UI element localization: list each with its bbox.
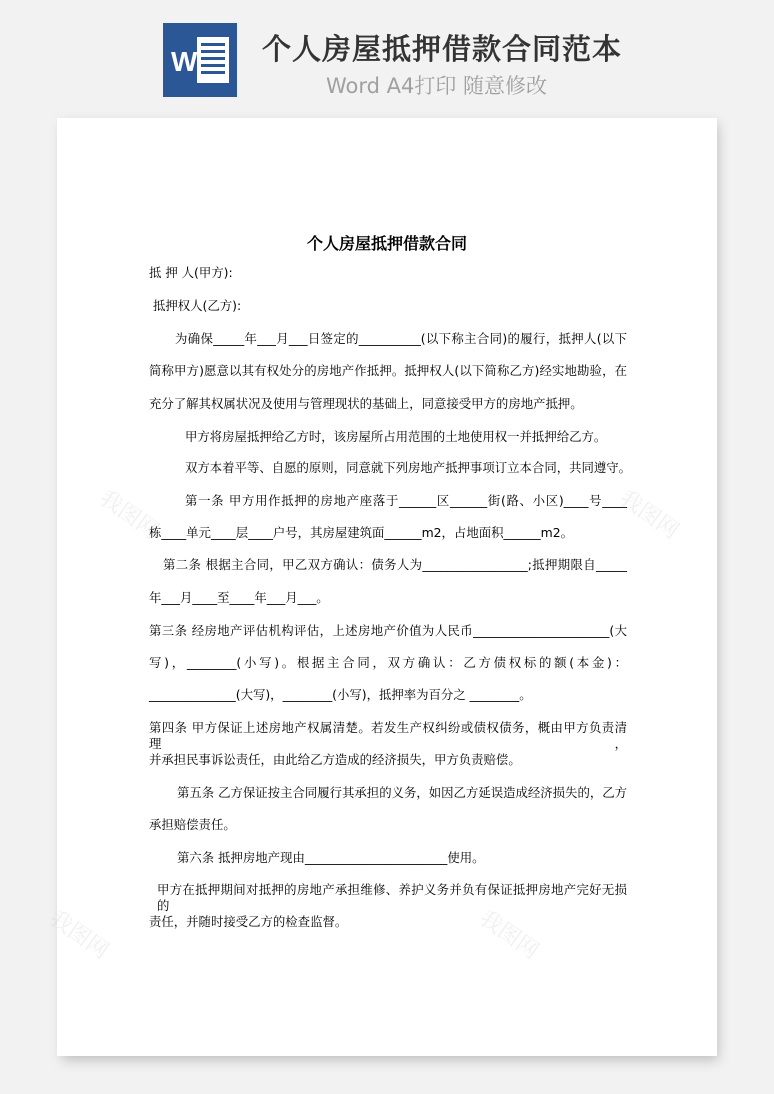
article-4-line: 第四条 甲方保证上述房地产权属清楚。若发生产权纠纷或债权债务，概由甲方负责清理， [149,720,627,751]
document-page [44,118,717,1056]
article-3-line: 写)，________(小写)。根据主合同，双方确认：乙方债权标的额(本金)： [149,655,627,670]
article-2-line: 年___月____至____年___月___。 [149,590,329,605]
banner-subtitle: Word A4打印 随意修改 [326,74,548,98]
article-3-line: 第三条 经房地产评估机构评估，上述房地产价值为人民币______________________(大 [149,623,627,638]
article-1-line: 栋____单元____层____户号，其房屋建筑面______m2，占地面积______m2。 [149,525,574,540]
article-4-line: 并承担民事诉讼责任，由此给乙方造成的经济损失，甲方负责赔偿。 [149,752,521,767]
document-title: 个人房屋抵押借款合同 [306,234,467,253]
article-5-line: 承担赔偿责任。 [149,817,236,832]
article-5-line: 第五条 乙方保证按主合同履行其承担的义务，如因乙方延误造成经济损失的，乙方 [177,785,628,800]
paragraph-line: 甲方将房屋抵押给乙方时，该房屋所占用范围的土地使用权一并抵押给乙方。 [185,429,607,444]
watermark: 我图网 [44,905,114,965]
header-banner [0,0,774,110]
article-1-line: 第一条 甲方用作抵押的房地产座落于______区______街(路、小区)____号____ [185,493,627,508]
article-6-line: 甲方在抵押期间对抵押的房地产承担维修、养护义务并负有保证抵押房地产完好无损的 [157,882,627,913]
paragraph-line: 简称甲方)愿意以其有权处分的房地产作抵押。抵押权人(以下简称乙方)经实地勘验，在 [149,363,627,378]
party-b-line: 抵押权人(乙方): [153,298,242,313]
paragraph-line: 双方本着平等、自愿的原则，同意就下列房地产抵押事项订立本合同，共同遵守。 [185,460,632,475]
article-6-line: 第六条 抵押房地产现由_______________________使用。 [177,850,485,865]
article-3-line: ______________(大写)，________(小写)，抵押率为百分之 ________。 [149,687,532,702]
word-icon-letter: W [171,46,198,77]
watermark: 我图网 [474,905,544,965]
article-2-line: 第二条 根据主合同，甲乙双方确认：债务人为_________________;抵押期限自_____ [163,557,627,572]
paragraph-line: 充分了解其权属状况及使用与管理现状的基础上，同意接受甲方的房地产抵押。 [149,396,583,411]
party-a-line: 抵 押 人(甲方): [149,265,233,280]
banner-title: 个人房屋抵押借款合同范本 [262,32,623,66]
watermark: 我图网 [614,485,684,545]
paragraph-line: 为确保_____年___月___日签定的__________(以下称主合同)的履行，抵押人(以下 [175,331,627,346]
word-document-icon [163,23,237,97]
article-6-line: 责任，并随时接受乙方的检查监督。 [149,914,348,929]
watermark: 我图网 [94,485,164,545]
